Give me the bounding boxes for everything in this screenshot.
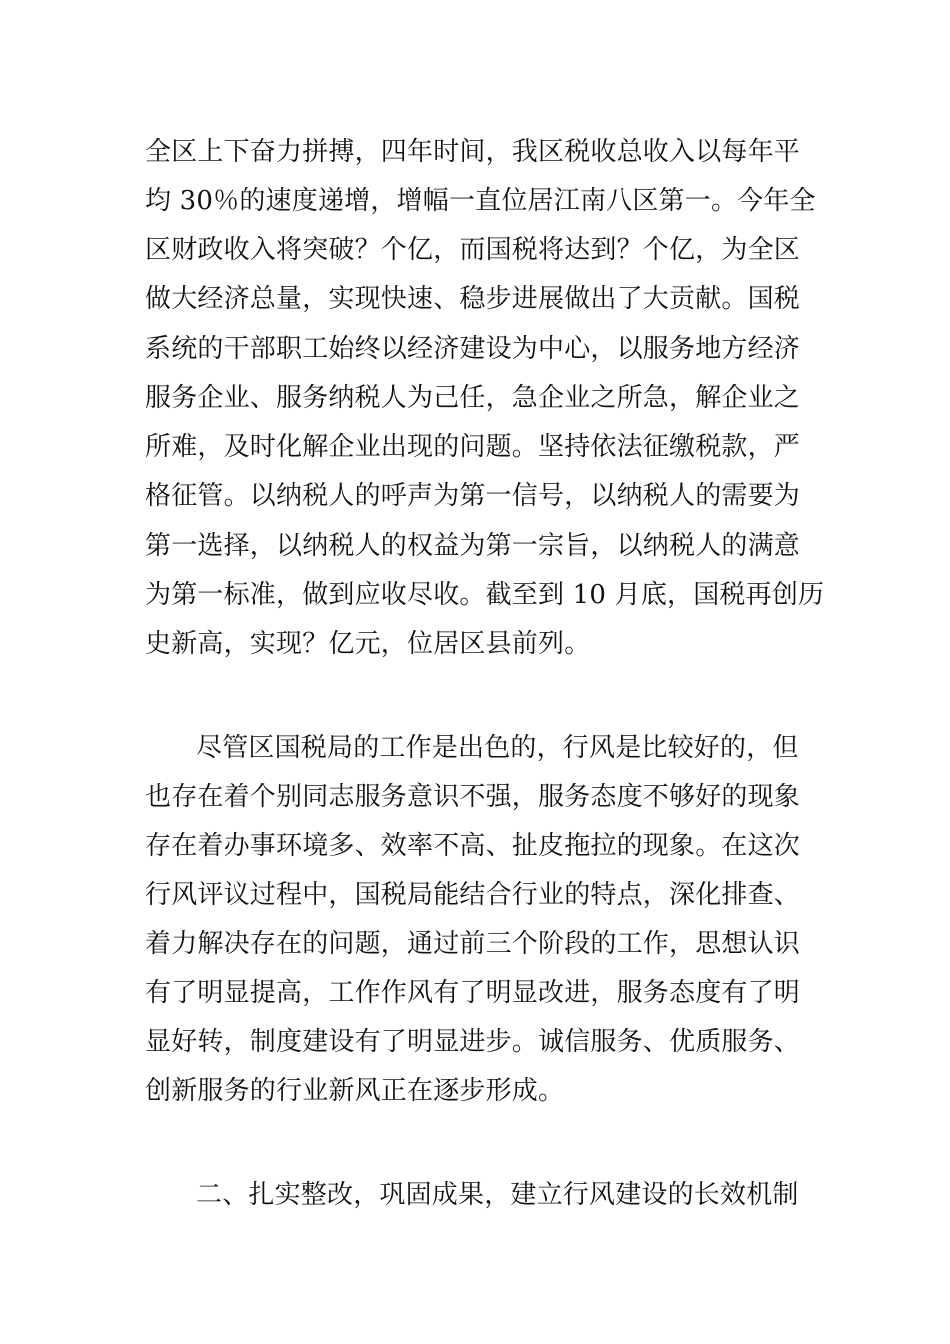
section-heading: 二、扎实整改，巩固成果，建立行风建设的长效机制 [196, 1180, 799, 1210]
paragraph-1-line-3: 区财政收入将突破？个亿，而国税将达到？个亿，为全区 [145, 235, 801, 265]
paragraph-1-line-8: 格征管。以纳税人的呼声为第一信号，以纳税人的需要为 [145, 481, 801, 511]
paragraph-2-line-3: 存在着办事环境多、效率不高、扯皮拖拉的现象。在这次 [145, 831, 801, 861]
paragraph-1-line-6: 服务企业、服务纳税人为己任，急企业之所急，解企业之 [145, 383, 801, 413]
paragraph-2-line-6: 有了明显提高，工作作风有了明显改进，服务态度有了明 [145, 978, 801, 1008]
paragraph-1-line-4: 做大经济总量，实现快速、稳步进展做出了大贡献。国税 [145, 284, 801, 314]
paragraph-2-line-7: 显好转，制度建设有了明显进步。诚信服务、优质服务、 [145, 1027, 801, 1057]
paragraph-2-line-4: 行风评议过程中，国税局能结合行业的特点，深化排查、 [145, 880, 801, 910]
paragraph-1-line-1: 全区上下奋力拼搏，四年时间，我区税收总收入以每年平 [145, 137, 801, 167]
paragraph-2-line-8: 创新服务的行业新风正在逐步形成。 [145, 1076, 565, 1106]
paragraph-1-line-5: 系统的干部职工始终以经济建设为中心，以服务地方经济 [145, 334, 801, 364]
paragraph-1-line-11: 史新高，实现？亿元，位居区县前列。 [145, 629, 591, 659]
paragraph-1-line-7: 所难，及时化解企业出现的问题。坚持依法征缴税款，严 [145, 432, 801, 462]
paragraph-2-line-5: 着力解决存在的问题，通过前三个阶段的工作，思想认识 [145, 929, 801, 959]
paragraph-1-line-2: 均 30％的速度递增，增幅一直位居江南八区第一。今年全 [145, 186, 816, 216]
paragraph-1-line-9: 第一选择，以纳税人的权益为第一宗旨，以纳税人的满意 [145, 531, 801, 561]
paragraph-1-line-10: 为第一标准，做到应收尽收。截至到 10 月底，国税再创历 [145, 580, 825, 610]
paragraph-2-line-1: 尽管区国税局的工作是出色的，行风是比较好的，但 [196, 733, 799, 763]
paragraph-2-line-2: 也存在着个别同志服务意识不强，服务态度不够好的现象 [145, 782, 801, 812]
